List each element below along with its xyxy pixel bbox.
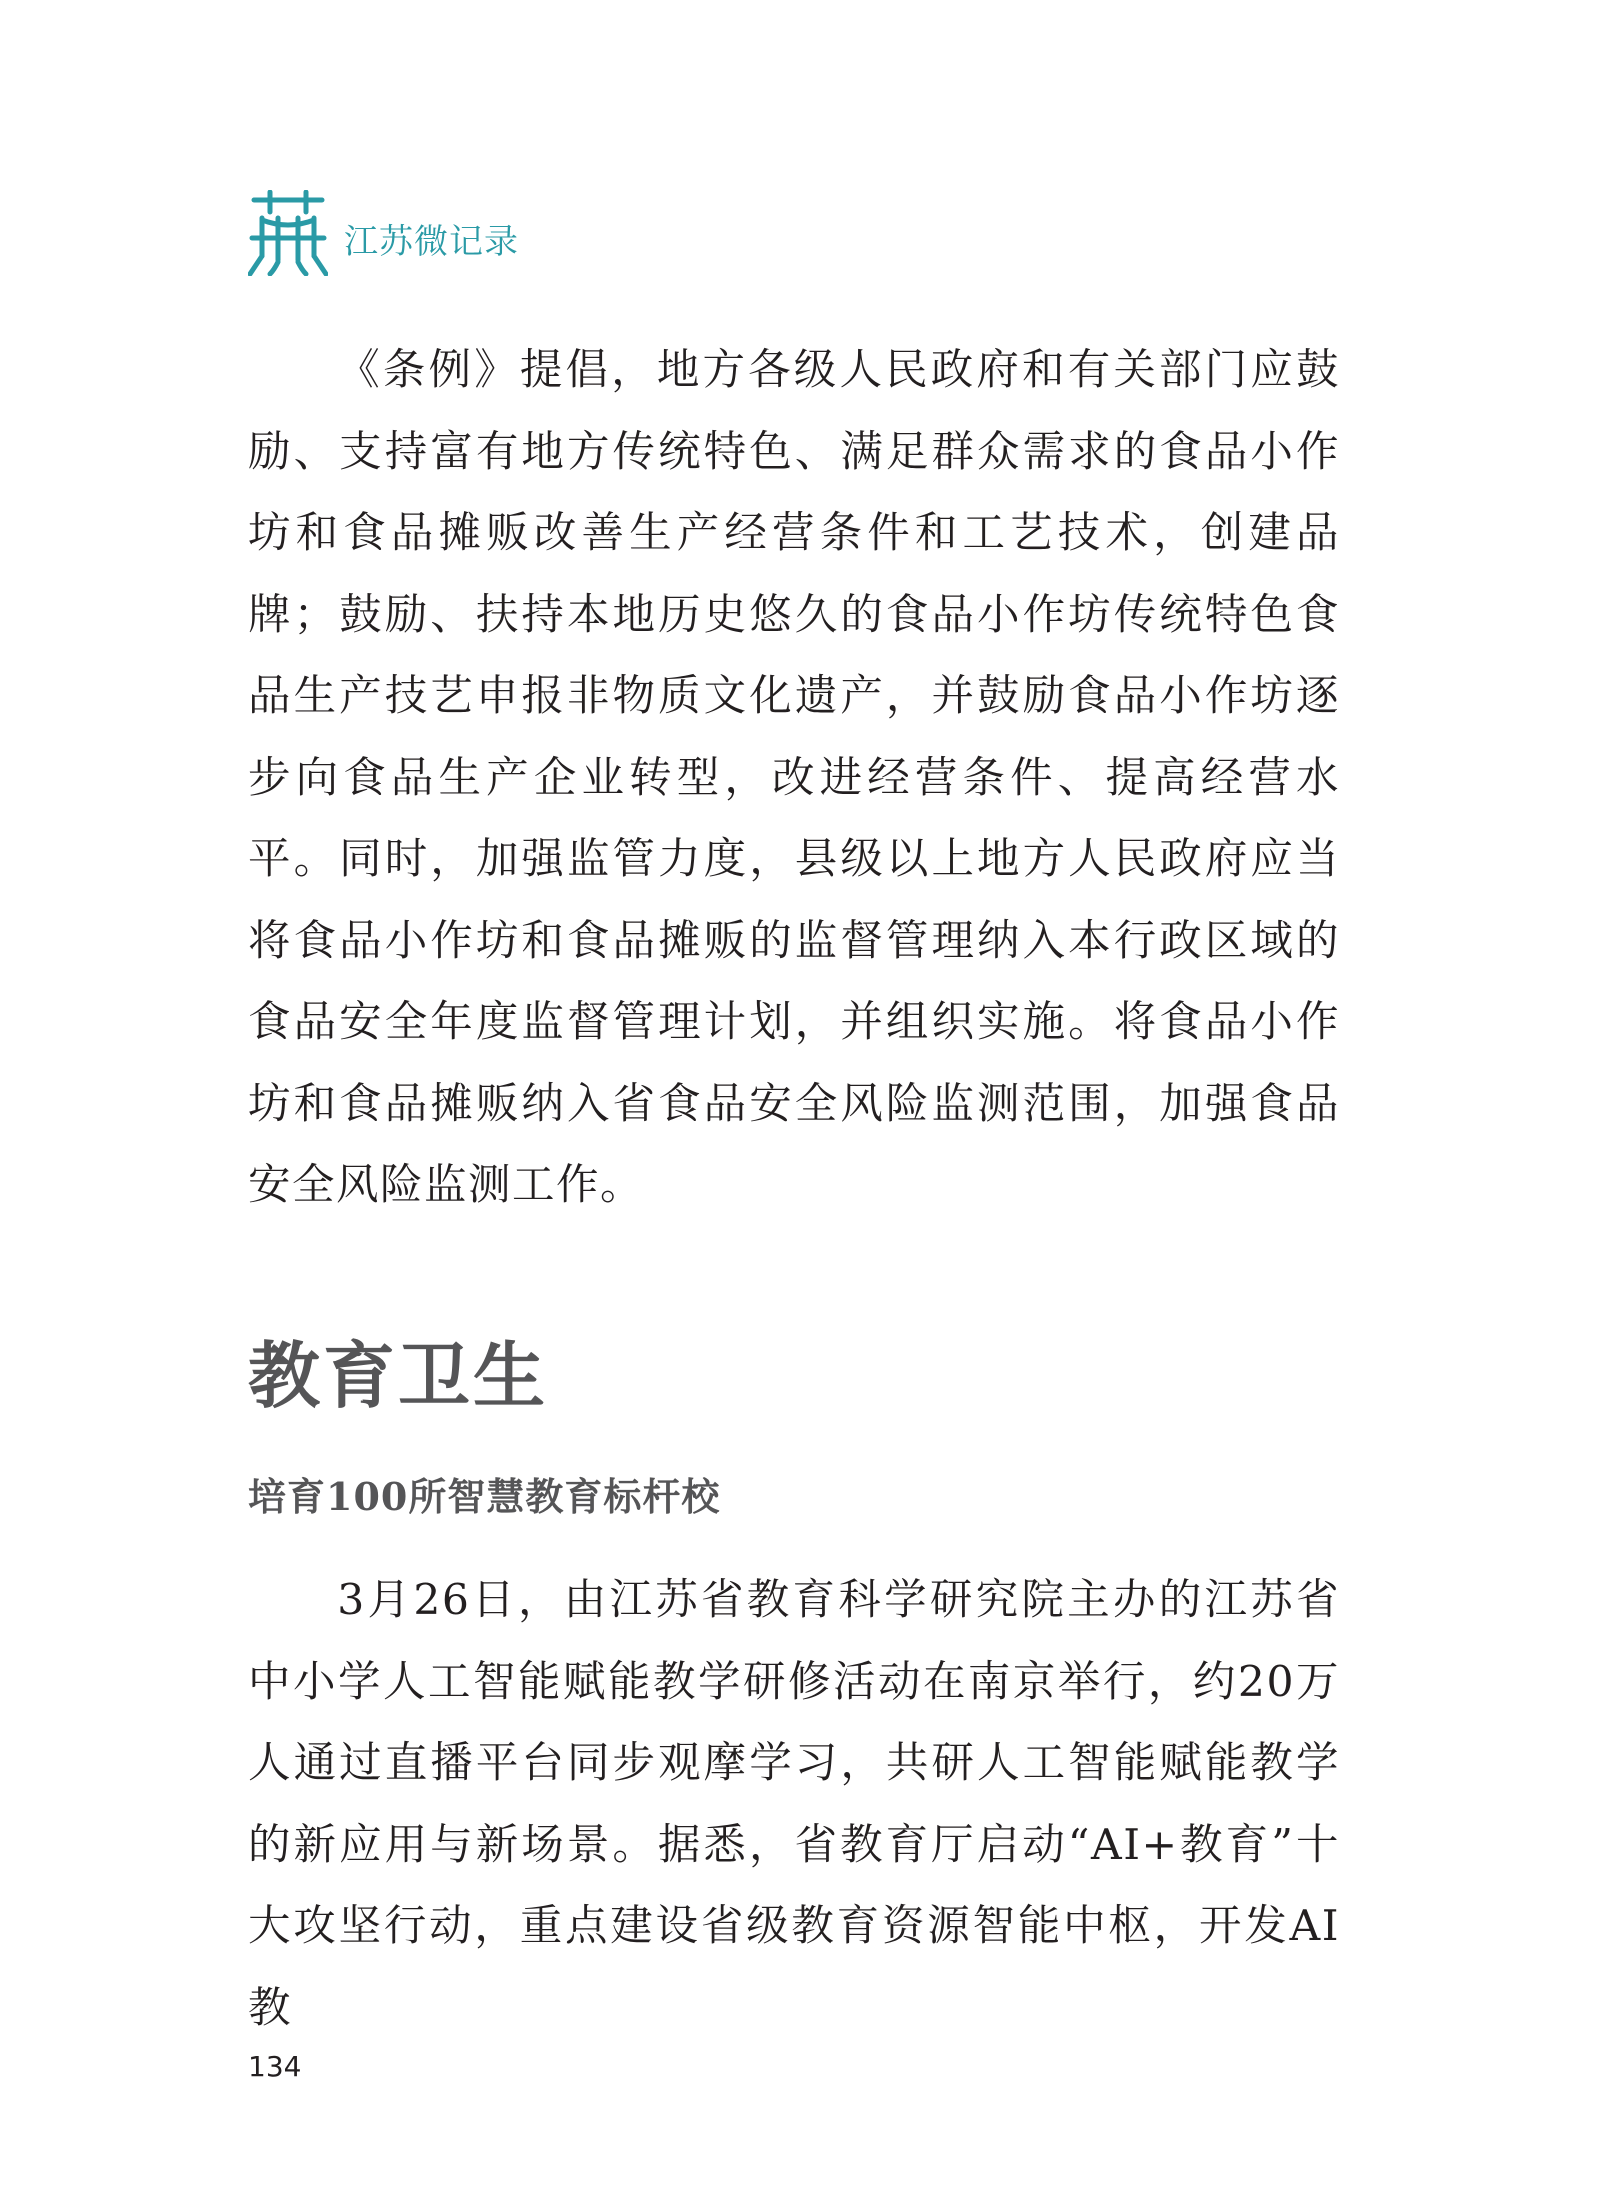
- page-header: [248, 190, 519, 276]
- page-number: 134: [248, 2050, 302, 2083]
- section-heading: 教育卫生: [248, 1334, 549, 1418]
- article-subheading: 培育100所智慧教育标杆校: [248, 1474, 721, 1519]
- series-title: 江苏微记录: [344, 221, 519, 262]
- jiangsu-logo-icon: [248, 190, 328, 276]
- paragraph-regulation: 《条例》提倡，地方各级人民政府和有关部门应鼓励、支持富有地方传统特色、满足群众需求的食品小作坊和食品摊贩改善生产经营条件和工艺技术，创建品牌；鼓励、扶持本地历史悠久的食品小作坊传统特色食品生产技艺申报非物质文化遗产，并鼓励食品小作坊逐步向食品生产企业转型，改进经营条件、提高经营水平。同时，加强监管力度，县级以上地方人民政府应当将食品小作坊和食品摊贩的监督管理纳入本行政区域的食品安全年度监督管理计划，并组织实施。将食品小作坊和食品摊贩纳入省食品安全风险监测范围，加强食品安全风险监测工作。: [248, 346, 1340, 1210]
- paragraph-education: 3月26日，由江苏省教育科学研究院主办的江苏省中小学人工智能赋能教学研修活动在南京举行，约20万人通过直播平台同步观摩学习，共研人工智能赋能教学的新应用与新场景。据悉，省教育厅启动“AI+教育”十大攻坚行动，重点建设省级教育资源智能中枢，开发AI教: [248, 1576, 1340, 2033]
